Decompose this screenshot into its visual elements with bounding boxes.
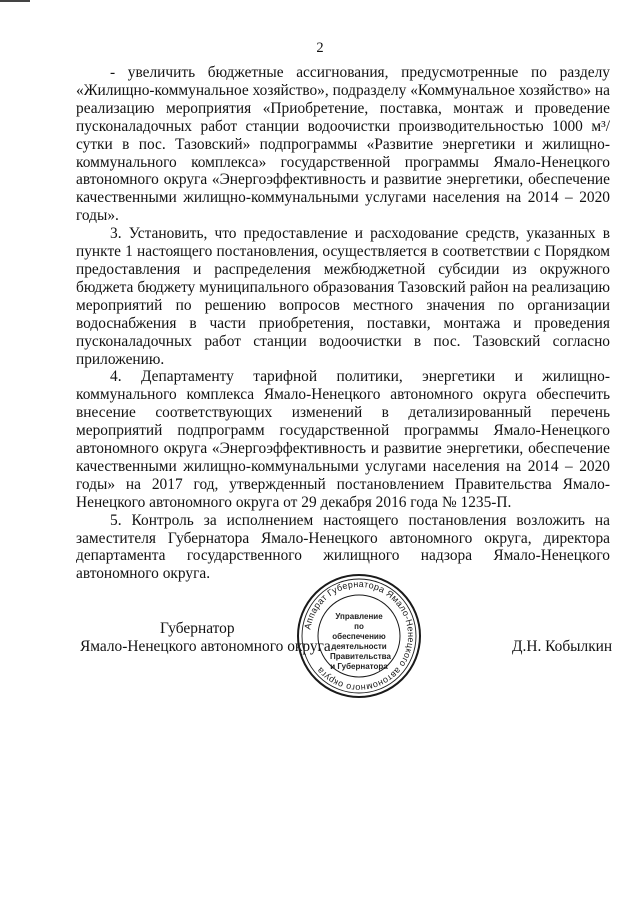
document-body <box>76 64 610 583</box>
page-corner-mark <box>0 0 30 2</box>
paragraph-item-5: 5. Контроль за исполнением настоящего постановления возложить на заместителя Губернатора Ямало-Ненецкого автономного округа, директора департамента государственного жилищного надзора Ямало-Ненецкого автономного округа. <box>76 511 610 583</box>
seal-center-text <box>330 612 391 672</box>
seal-ring-text: Аппарат Губернатора Ямало-Ненецкого автономного округа <box>302 578 417 694</box>
seal-center-line: и Губернатора <box>330 662 388 671</box>
signatory-title: Губернатор <box>160 620 235 637</box>
paragraph-budget-allocation: - увеличить бюджетные ассигнования, предусмотренные по разделу «Жилищно-коммунальное хозяйство», подразделу «Коммунальное хозяйство» на реализацию мероприятия «Приобретение, поставка, монтаж и проведение пусконаладочных работ станции водоочистки производительностью 1000 м³/сутки в пос. Тазовский» подпрограммы «Развитие энергетики и жилищно-коммунального комплекса» государственной программы Ямало-Ненецкого автономного округа «Энергоэффективность и развитие энергетики, обеспечение качественными жилищно-коммунальными услугами населения на 2014 – 2020 годы». <box>76 64 610 225</box>
paragraph-item-4: 4. Департаменту тарифной политики, энергетики и жилищно-коммунального комплекса Ямало-Ненецкого автономного округа обеспечить внесение соответствующих изменений в детализированный перечень мероприятий подпрограмм государственной программы Ямало-Ненецкого автономного округа «Энергоэффективность и развитие энергетики, обеспечение качественными жилищно-коммунальными услугами населения на 2014 – 2020 годы» на 2017 год, утвержденный постановлением Правительства Ямало-Ненецкого автономного округа от 29 декабря 2016 года № 1235-П. <box>76 368 610 511</box>
signatory-name: Д.Н. Кобылкин <box>512 638 613 655</box>
seal-center-line: деятельности <box>331 642 387 651</box>
signatory-region: Ямало-Ненецкого автономного округа <box>80 638 331 655</box>
seal-center-line: Правительства <box>330 652 391 661</box>
seal-center-line: Управление по <box>335 612 383 631</box>
paragraph-item-3: 3. Установить, что предоставление и расходование средств, указанных в пункте 1 настоящего постановления, осуществляется в соответствии с Порядком предоставления и распределения межбюджетной субсидии из окружного бюджета бюджету муниципального образования Тазовский район на реализацию мероприятий по решению вопросов местного значения по организации водоснабжения в части приобретения, поставки, монтажа и проведения пусконаладочных работ станции водоочистки в пос. Тазовский согласно приложению. <box>76 225 610 368</box>
seal-center-line: обеспечению <box>332 632 386 641</box>
page-number: 2 <box>316 40 324 56</box>
